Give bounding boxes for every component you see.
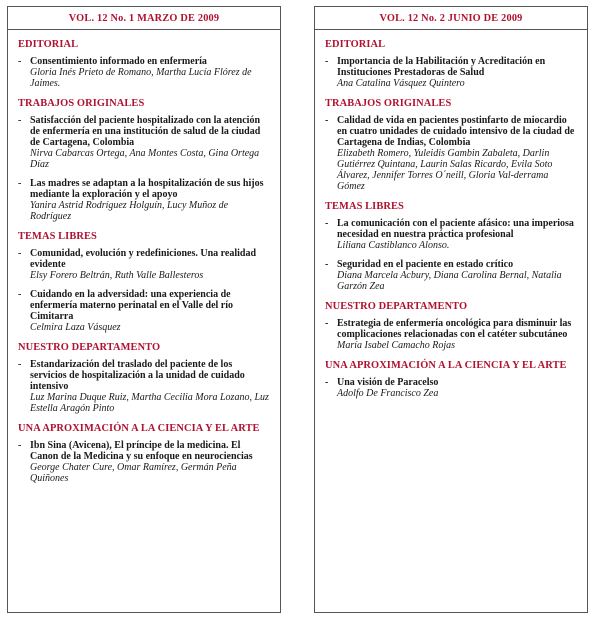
dash-bullet-icon: -	[325, 318, 329, 329]
article-title: Importancia de la Habilitación y Acreditación en Instituciones Prestadoras de Salud	[337, 56, 546, 78]
article-entry	[18, 289, 270, 333]
section-heading: NUESTRO DEPARTAMENTO	[325, 301, 468, 312]
section-heading: EDITORIAL	[18, 39, 79, 50]
section-heading: TRABAJOS ORIGINALES	[325, 98, 452, 109]
dash-bullet-icon: -	[18, 56, 22, 67]
article-entry	[325, 218, 577, 251]
dash-bullet-icon: -	[18, 178, 22, 189]
article-authors: Elsy Forero Beltrán, Ruth Valle Ballesteros	[30, 270, 204, 281]
article-authors: Liliana Castiblanco Alonso.	[337, 240, 450, 251]
dash-bullet-icon: -	[18, 289, 22, 300]
issue-contents	[315, 39, 587, 399]
article-entry	[18, 248, 270, 281]
dash-bullet-icon: -	[18, 359, 22, 370]
article-body	[30, 248, 270, 281]
issue-panel-march	[7, 6, 281, 613]
article-authors: Yanira Astrid Rodríguez Holguín, Lucy Muñoz de Rodríguez	[30, 200, 229, 222]
article-body	[30, 178, 270, 222]
article-authors: Luz Marina Duque Ruiz, Martha Cecilia Mora Lozano, Luz Estella Aragón Pinto	[30, 392, 269, 414]
article-entry	[18, 440, 270, 484]
section-heading: UNA APROXIMACIÓN A LA CIENCIA Y EL ARTE	[325, 360, 567, 371]
article-authors: María Isabel Camacho Rojas	[337, 340, 456, 351]
article-authors: Gloria Inés Prieto de Romano, Martha Lucía Flórez de Jaimes.	[30, 67, 252, 89]
article-authors: Elizabeth Romero, Yuleidis Gambin Zabaleta, Darlin Gutiérrez Quintana, Laurin Salas Ricardo, Evila Soto Álvarez, Jennifer Torres O´neill, Gloria Val-derrama Gómez	[337, 148, 553, 192]
article-authors: Ana Catalina Vásquez Quintero	[337, 78, 465, 89]
article-body	[30, 289, 270, 333]
article-title: Consentimiento informado en enfermería	[30, 56, 207, 67]
article-entry	[325, 115, 577, 192]
article-entry	[325, 56, 577, 89]
article-body	[30, 359, 270, 414]
article-title: Ibn Sina (Avicena), El príncipe de la medicina. El Canon de la Medicina y su enfoque en neurociencias	[30, 440, 253, 462]
header-divider	[315, 29, 587, 30]
article-body	[337, 259, 577, 292]
article-title: Comunidad, evolución y redefiniciones. Una realidad evidente	[30, 248, 257, 270]
article-title: Cuidando en la adversidad: una experiencia de enfermería materno perinatal en el Valle del río Cimitarra	[30, 289, 234, 322]
article-authors: Nirva Cabarcas Ortega, Ana Montes Costa, Gina Ortega Díaz	[30, 148, 260, 170]
section-heading: TEMAS LIBRES	[325, 201, 404, 212]
header-divider	[8, 29, 280, 30]
article-title: Calidad de vida en pacientes postinfarto de miocardio en cuatro unidades de cuidado intensivo de la ciudad de Cartagena de Indias, Colombia	[337, 115, 575, 148]
article-authors: Celmira Laza Vásquez	[30, 322, 121, 333]
dash-bullet-icon: -	[325, 115, 329, 126]
section-heading: NUESTRO DEPARTAMENTO	[18, 342, 161, 353]
article-entry	[18, 178, 270, 222]
article-title: Las madres se adaptan a la hospitalización de sus hijos mediante la exploración y el apoyo	[30, 178, 264, 200]
dash-bullet-icon: -	[325, 377, 329, 388]
dash-bullet-icon: -	[325, 259, 329, 270]
article-title: Estrategia de enfermería oncológica para disminuir las complicaciones relacionadas con el catéter subcutáneo	[337, 318, 572, 340]
article-title: Seguridad en el paciente en estado crítico	[337, 259, 514, 270]
article-authors: Adolfo De Francisco Zea	[337, 388, 439, 399]
issue-header: VOL. 12 No. 2 JUNIO DE 2009	[379, 13, 523, 24]
article-authors: George Chater Cure, Omar Ramírez, Germán Peña Quiñones	[30, 462, 237, 484]
article-entry	[325, 318, 577, 351]
article-body	[30, 115, 270, 170]
section-heading: EDITORIAL	[325, 39, 386, 50]
dash-bullet-icon: -	[18, 248, 22, 259]
section-heading: TEMAS LIBRES	[18, 231, 97, 242]
issue-contents	[8, 39, 280, 484]
dash-bullet-icon: -	[18, 440, 22, 451]
article-body	[337, 115, 577, 192]
article-body	[337, 318, 577, 351]
article-body	[337, 56, 577, 89]
article-entry	[325, 259, 577, 292]
section-heading: TRABAJOS ORIGINALES	[18, 98, 145, 109]
article-title: La comunicación con el paciente afásico: una imperiosa necesidad en nuestra práctica profesional	[337, 218, 574, 240]
article-entry	[325, 377, 577, 399]
article-title: Satisfacción del paciente hospitalizado con la atención de enfermería en una institución de salud de la ciudad de Cartagena, Colombia	[30, 115, 261, 148]
article-body	[30, 56, 270, 89]
article-entry	[18, 115, 270, 170]
article-entry	[18, 359, 270, 414]
dash-bullet-icon: -	[325, 218, 329, 229]
dash-bullet-icon: -	[18, 115, 22, 126]
article-body	[337, 218, 577, 251]
article-body	[337, 377, 577, 399]
dash-bullet-icon: -	[325, 56, 329, 67]
issue-header: VOL. 12 No. 1 MARZO DE 2009	[68, 13, 220, 24]
article-title: Estandarización del traslado del paciente de los servicios de hospitalización a la unidad de cuidado intensivo	[30, 359, 245, 392]
article-entry	[18, 56, 270, 89]
issue-panel-june	[314, 6, 588, 613]
article-authors: Diana Marcela Acbury, Diana Carolina Bernal, Natalia Garzón Zea	[337, 270, 562, 292]
article-title: Una visión de Paracelso	[337, 377, 439, 388]
article-body	[30, 440, 270, 484]
section-heading: UNA APROXIMACIÓN A LA CIENCIA Y EL ARTE	[18, 423, 260, 434]
